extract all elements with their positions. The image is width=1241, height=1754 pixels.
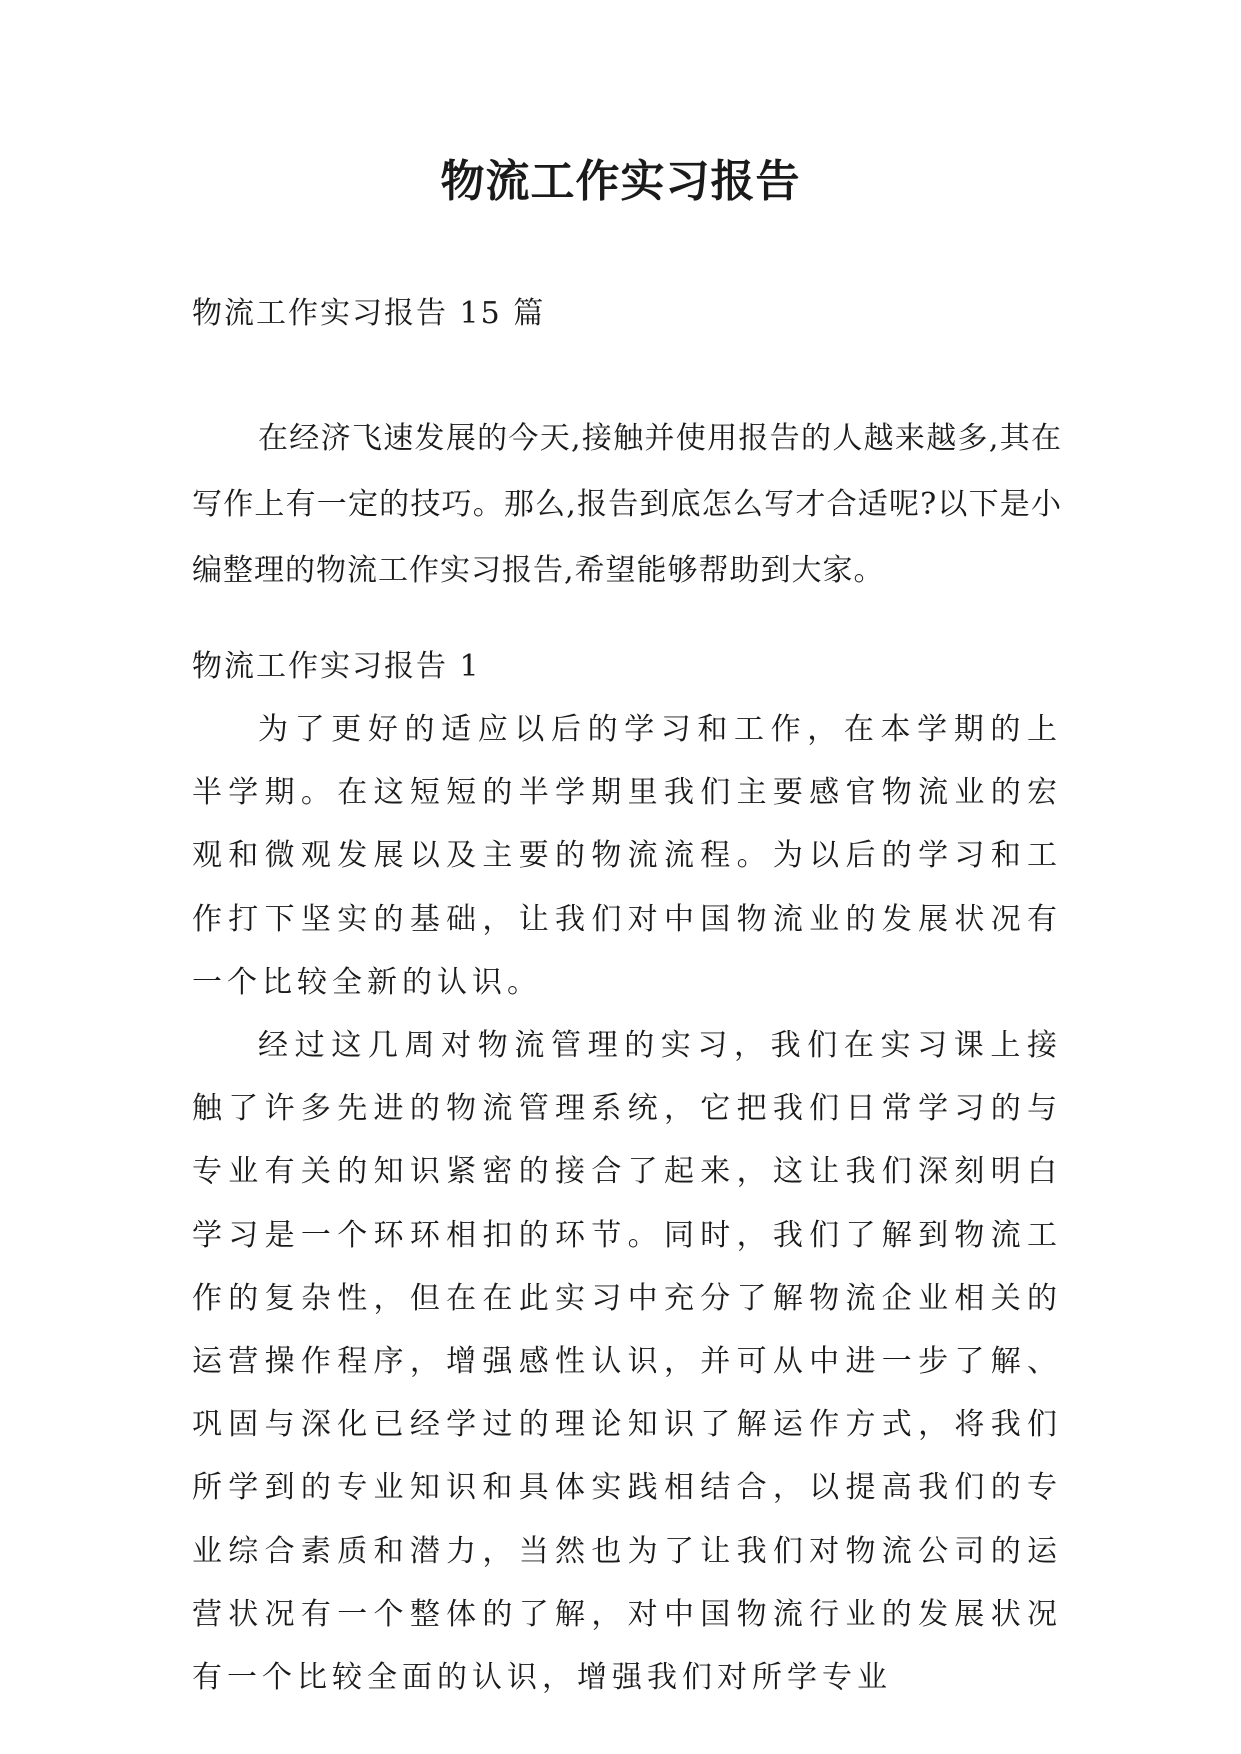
body-text — [192, 698, 1062, 1709]
body-paragraph: 经过这几周对物流管理的实习，我们在实习课上接触了许多先进的物流管理系统，它把我们日常学习的与专业有关的知识紧密的接合了起来，这让我们深刻明白学习是一个环环相扣的环节。同时，我们了解到物流工作的复杂性，但在在此实习中充分了解物流企业相关的运营操作程序，增强感性认识，并可从中进一步了解、巩固与深化已经学过的理论知识了解运作方式，将我们所学到的专业知识和具体实践相结合，以提高我们的专业综合素质和潜力，当然也为了让我们对物流公司的运营状况有一个整体的了解，对中国物流行业的发展状况有一个比较全面的认识，增强我们对所学专业 — [192, 1028, 1062, 1696]
section-heading: 物流工作实习报告 1 — [192, 649, 481, 684]
document-subtitle: 物流工作实习报告 15 篇 — [192, 296, 546, 331]
body-paragraph: 为了更好的适应以后的学习和工作，在本学期的上半学期。在这短短的半学期里我们主要感官物流业的宏观和微观发展以及主要的物流流程。为以后的学习和工作打下坚实的基础，让我们对中国物流业的发展状况有一个比较全新的认识。 — [192, 712, 1062, 1000]
intro-paragraph: 在经济飞速发展的今天,接触并使用报告的人越来越多,其在写作上有一定的技巧。那么,报告到底怎么写才合适呢?以下是小编整理的物流工作实习报告,希望能够帮助到大家。 — [192, 421, 1062, 588]
document-title: 物流工作实习报告 — [440, 156, 801, 207]
